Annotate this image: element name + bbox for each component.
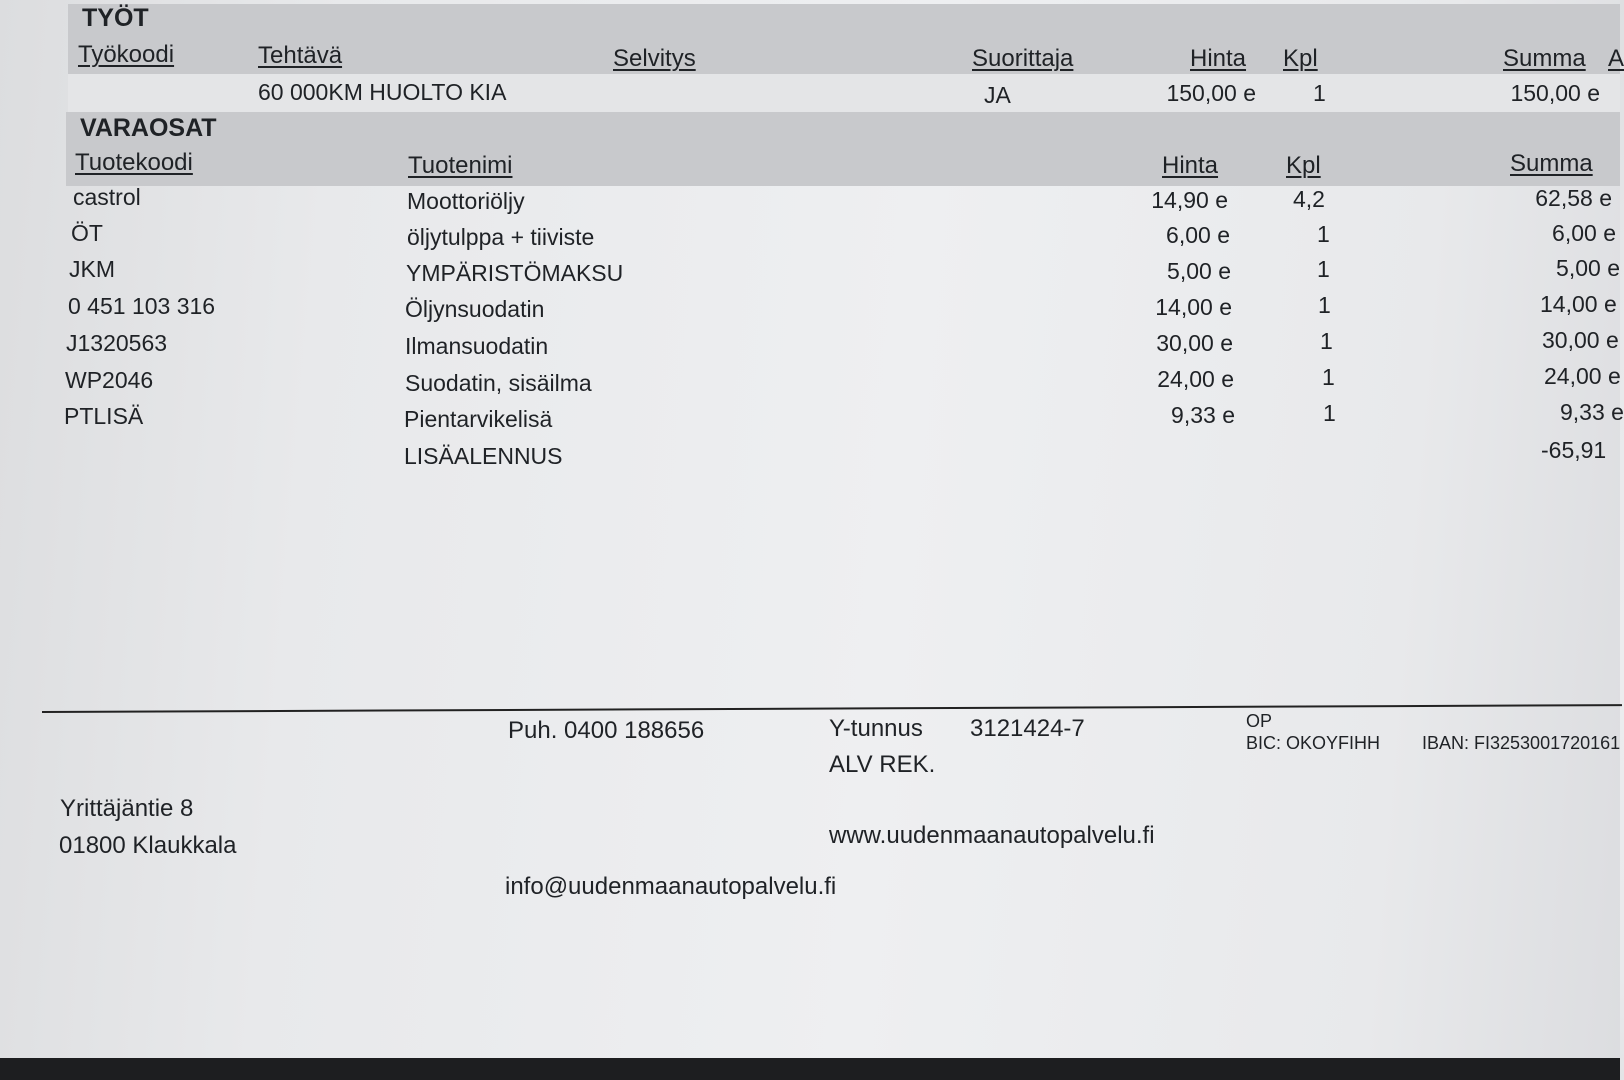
- col-v-summa: Summa: [1510, 150, 1593, 177]
- part-qty: 1: [1320, 328, 1333, 354]
- col-tyokoodi: Työkoodi: [78, 41, 175, 68]
- footer-ytunnus-value: 3121424-7: [970, 715, 1085, 742]
- footer-bic: BIC: OKOYFIHH: [1246, 733, 1381, 753]
- footer-alv: ALV REK.: [829, 751, 936, 778]
- col-hinta: Hinta: [1190, 45, 1247, 72]
- part-qty: 1: [1317, 221, 1330, 247]
- part-code: ÖT: [71, 220, 103, 246]
- part-sum: 5,00 e: [1556, 255, 1620, 281]
- part-sum: 6,00 e: [1552, 220, 1616, 246]
- part-code: J1320563: [66, 330, 168, 356]
- col-kpl: Kpl: [1283, 45, 1318, 72]
- footer-bank: OP: [1246, 711, 1273, 731]
- part-name: öljytulppa + tiiviste: [407, 224, 595, 250]
- tyot-row-tehtava: 60 000KM HUOLTO KIA: [258, 79, 507, 105]
- col-v-hinta: Hinta: [1162, 152, 1219, 179]
- part-name: Suodatin, sisäilma: [405, 370, 592, 396]
- part-name: Öljynsuodatin: [405, 296, 545, 322]
- part-qty: 4,2: [1293, 186, 1325, 212]
- part-price: 5,00 e: [1167, 258, 1231, 284]
- varaosat-header-band: [66, 112, 1620, 186]
- part-sum: 24,00 e: [1544, 363, 1621, 389]
- paper-edge-shadow: [0, 1058, 1620, 1080]
- part-name: Pientarvikelisä: [404, 406, 553, 432]
- part-price: 14,00 e: [1155, 294, 1232, 320]
- part-code: 0 451 103 316: [68, 293, 216, 319]
- part-sum: 14,00 e: [1540, 291, 1617, 317]
- col-suorittaja: Suorittaja: [972, 45, 1074, 72]
- part-qty: 1: [1323, 400, 1336, 426]
- part-price: 24,00 e: [1157, 366, 1234, 392]
- footer-email: info@uudenmaanautopalvelu.fi: [505, 873, 837, 900]
- discount-label: LISÄALENNUS: [404, 443, 563, 469]
- tyot-row-suorittaja: JA: [984, 82, 1011, 108]
- part-qty: 1: [1318, 292, 1331, 318]
- col-tuotekoodi: Tuotekoodi: [75, 149, 193, 176]
- part-code: PTLISÄ: [64, 403, 144, 429]
- col-summa: Summa: [1503, 45, 1586, 72]
- part-sum: 62,58 e: [1535, 185, 1612, 211]
- part-code: WP2046: [65, 367, 154, 393]
- tyot-row-kpl: 1: [1313, 80, 1326, 106]
- footer-ytunnus-label: Y-tunnus: [829, 715, 923, 742]
- tyot-row-summa: 150,00 e: [1510, 80, 1600, 106]
- col-selvitys: Selvitys: [613, 45, 696, 72]
- footer-website: www.uudenmaanautopalvelu.fi: [829, 822, 1155, 849]
- varaosat-title: VARAOSAT: [80, 114, 217, 142]
- part-sum: 9,33 e: [1560, 399, 1624, 425]
- part-name: YMPÄRISTÖMAKSU: [406, 260, 624, 286]
- footer-city: 01800 Klaukkala: [59, 832, 237, 859]
- part-name: Moottoriöljy: [407, 188, 525, 214]
- part-price: 9,33 e: [1171, 402, 1235, 428]
- part-price: 30,00 e: [1156, 330, 1233, 356]
- footer-street: Yrittäjäntie 8: [60, 795, 194, 822]
- tyot-title: TYÖT: [82, 4, 149, 32]
- footer-iban: IBAN: FI3253001720161: [1422, 733, 1621, 753]
- col-tehtava: Tehtävä: [258, 42, 343, 69]
- part-qty: 1: [1317, 256, 1330, 282]
- part-sum: 30,00 e: [1542, 327, 1619, 353]
- col-tuotenimi: Tuotenimi: [408, 152, 513, 179]
- part-price: 14,90 e: [1151, 187, 1228, 213]
- part-qty: 1: [1322, 364, 1335, 390]
- part-code: castrol: [73, 184, 141, 210]
- col-v-kpl: Kpl: [1286, 152, 1321, 179]
- tyot-row-hinta: 150,00 e: [1166, 80, 1256, 106]
- part-code: JKM: [69, 256, 115, 282]
- discount-sum: -65,91: [1541, 437, 1607, 463]
- part-name: Ilmansuodatin: [405, 333, 549, 359]
- col-extra: A: [1608, 45, 1624, 72]
- part-price: 6,00 e: [1166, 222, 1230, 248]
- footer-phone: Puh. 0400 188656: [508, 717, 705, 744]
